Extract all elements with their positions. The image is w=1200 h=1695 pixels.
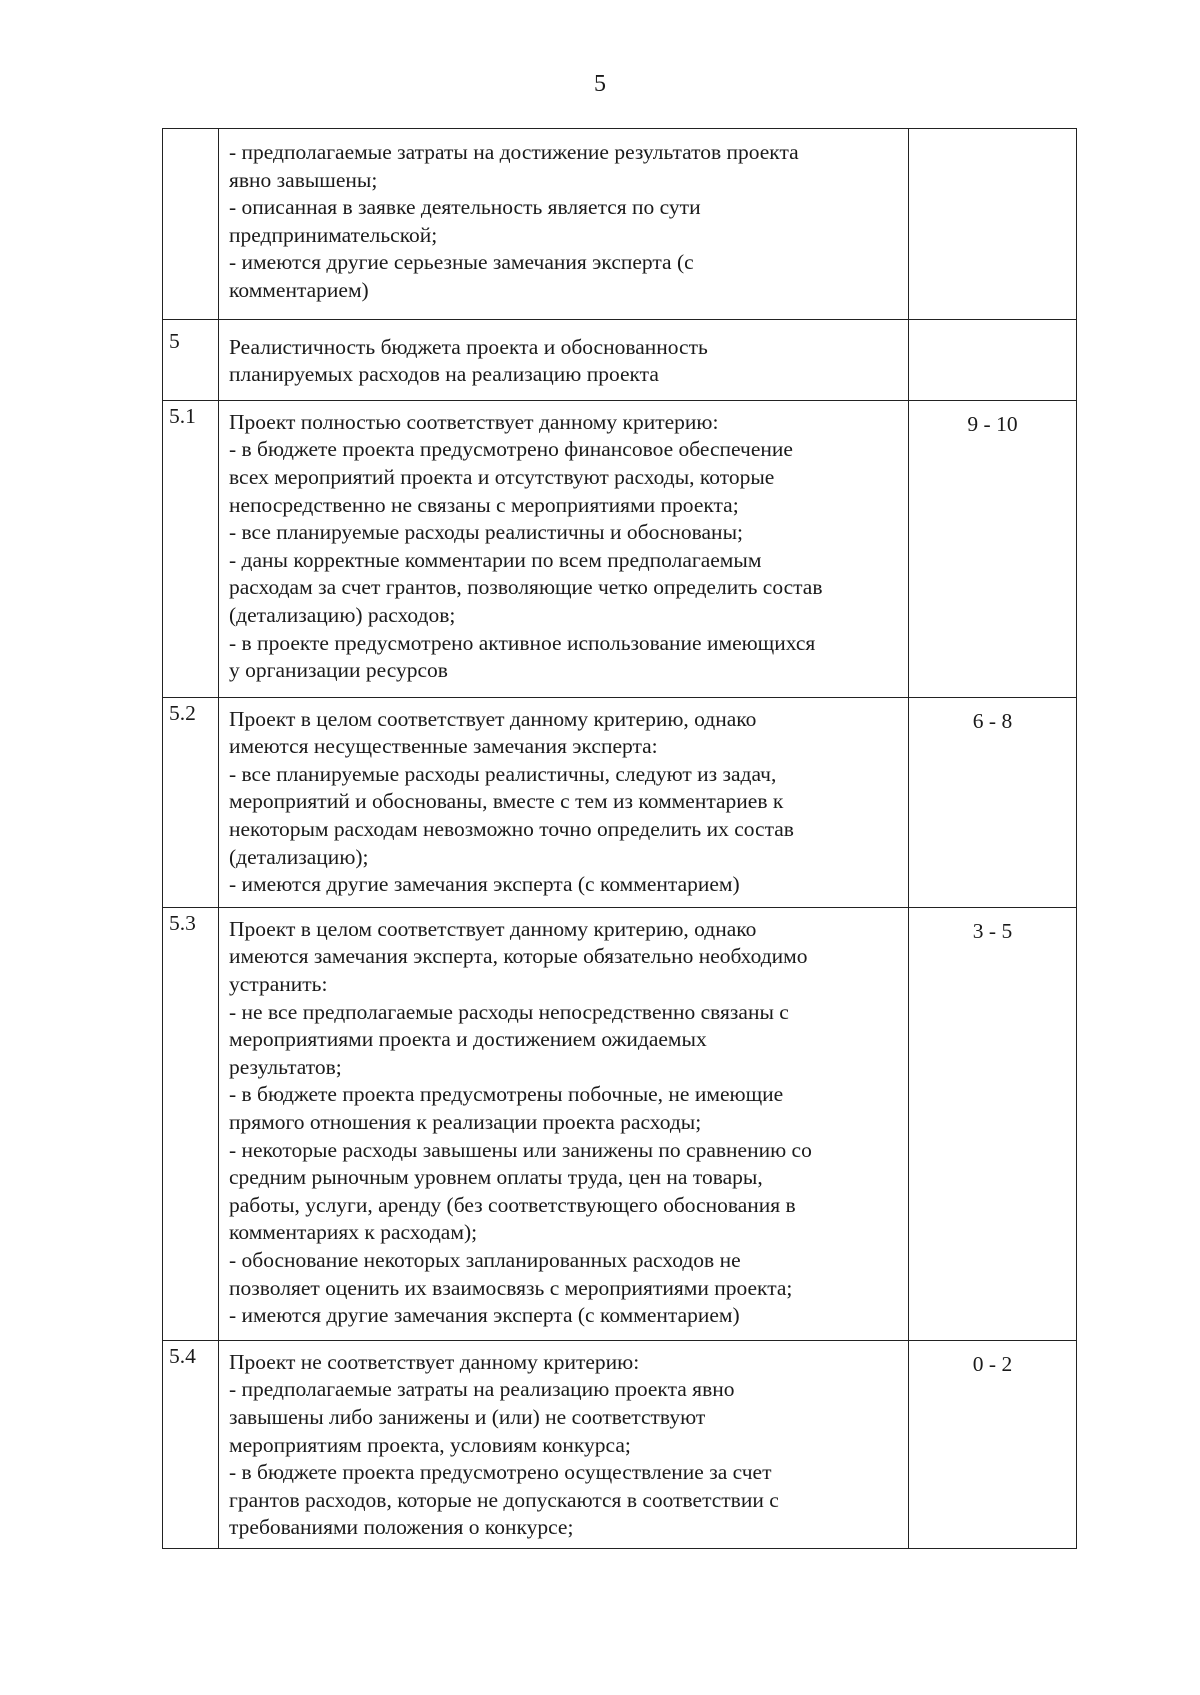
description-line: позволяет оценить их взаимосвязь с мероприятиями проекта; bbox=[229, 1275, 793, 1300]
description-line: - обоснование некоторых запланированных расходов не bbox=[229, 1247, 741, 1272]
description-line: грантов расходов, которые не допускаются в соответствии с bbox=[229, 1487, 779, 1512]
page-number: 5 bbox=[594, 71, 606, 97]
description-line: мероприятий и обоснованы, вместе с тем из комментариев к bbox=[229, 789, 784, 814]
table-row bbox=[163, 1340, 1077, 1548]
table-row bbox=[163, 319, 1077, 400]
criterion-number bbox=[163, 129, 219, 320]
score-range: 9 - 10 bbox=[909, 400, 1077, 697]
description-line: мероприятиям проекта, условиям конкурса; bbox=[229, 1432, 631, 1457]
description-line: Проект в целом соответствует данному критерию, однако bbox=[229, 916, 757, 941]
description-line: явно завышены; bbox=[229, 167, 378, 192]
criterion-description bbox=[219, 907, 909, 1340]
description-line: средним рыночным уровнем оплаты труда, цен на товары, bbox=[229, 1165, 763, 1190]
description-line: комментариях к расходам); bbox=[229, 1220, 478, 1245]
table-body bbox=[163, 129, 1077, 1549]
table-row bbox=[163, 697, 1077, 907]
description-line: - имеются другие замечания эксперта (с комментарием) bbox=[229, 1303, 740, 1328]
description-line: - описанная в заявке деятельность является по сути bbox=[229, 195, 701, 220]
description-line: у организации ресурсов bbox=[229, 658, 448, 683]
score-range bbox=[909, 129, 1077, 320]
description-line: - все планируемые расходы реалистичны и обоснованы; bbox=[229, 520, 743, 545]
description-line: - имеются другие замечания эксперта (с комментарием) bbox=[229, 872, 740, 897]
score-range bbox=[909, 319, 1077, 400]
description-line: некоторым расходам невозможно точно определить их состав bbox=[229, 817, 794, 842]
description-line: - некоторые расходы завышены или занижены по сравнению со bbox=[229, 1137, 812, 1162]
description-line: планируемых расходов на реализацию проекта bbox=[229, 362, 659, 387]
description-line: предпринимательской; bbox=[229, 222, 438, 247]
criterion-description bbox=[219, 1340, 909, 1548]
description-line: имеются замечания эксперта, которые обязательно необходимо bbox=[229, 944, 808, 969]
description-line: Проект полностью соответствует данному критерию: bbox=[229, 409, 719, 434]
description-line: (детализацию) расходов; bbox=[229, 602, 456, 627]
description-line: мероприятиями проекта и достижением ожидаемых bbox=[229, 1027, 707, 1052]
description-line: работы, услуги, аренду (без соответствующего обоснования в bbox=[229, 1192, 796, 1217]
criterion-number: 5.1 bbox=[163, 400, 219, 697]
description-line: - в бюджете проекта предусмотрено осуществление за счет bbox=[229, 1460, 772, 1485]
description-line: - в проекте предусмотрено активное использование имеющихся bbox=[229, 630, 816, 655]
table-row bbox=[163, 129, 1077, 320]
score-range: 6 - 8 bbox=[909, 697, 1077, 907]
description-line: - в бюджете проекта предусмотрены побочные, не имеющие bbox=[229, 1082, 784, 1107]
description-line: всех мероприятий проекта и отсутствуют расходы, которые bbox=[229, 464, 775, 489]
description-line: расходам за счет грантов, позволяющие четко определить состав bbox=[229, 575, 823, 600]
score-range: 3 - 5 bbox=[909, 907, 1077, 1340]
description-line: прямого отношения к реализации проекта расходы; bbox=[229, 1110, 702, 1134]
score-range: 0 - 2 bbox=[909, 1340, 1077, 1548]
description-line: требованиями положения о конкурсе; bbox=[229, 1515, 574, 1540]
description-line: - не все предполагаемые расходы непосредственно связаны с bbox=[229, 999, 789, 1024]
criterion-description bbox=[219, 400, 909, 697]
criterion-description bbox=[219, 697, 909, 907]
description-line: завышены либо занижены и (или) не соответствуют bbox=[229, 1404, 706, 1429]
description-line: Проект в целом соответствует данному критерию, однако bbox=[229, 706, 757, 731]
description-line: имеются несущественные замечания эксперта: bbox=[229, 734, 658, 759]
criterion-description bbox=[219, 129, 909, 320]
description-line: устранить: bbox=[229, 972, 328, 997]
description-line: - имеются другие серьезные замечания эксперта (с bbox=[229, 250, 694, 275]
description-line: - предполагаемые затраты на реализацию проекта явно bbox=[229, 1377, 735, 1402]
description-line: Проект не соответствует данному критерию: bbox=[229, 1349, 640, 1374]
description-line: - в бюджете проекта предусмотрено финансовое обеспечение bbox=[229, 437, 793, 462]
description-line: комментарием) bbox=[229, 277, 369, 302]
description-line: - предполагаемые затраты на достижение результатов проекта bbox=[229, 140, 799, 164]
description-line: Реалистичность бюджета проекта и обоснованность bbox=[229, 334, 708, 359]
criterion-number: 5 bbox=[163, 319, 219, 400]
criterion-number: 5.3 bbox=[163, 907, 219, 1340]
description-line: результатов; bbox=[229, 1054, 342, 1079]
criterion-description bbox=[219, 319, 909, 400]
description-line: непосредственно не связаны с мероприятиями проекта; bbox=[229, 492, 739, 517]
table-row bbox=[163, 907, 1077, 1340]
criteria-table bbox=[162, 128, 1077, 1549]
table-row bbox=[163, 400, 1077, 697]
description-line: - даны корректные комментарии по всем предполагаемым bbox=[229, 547, 762, 572]
description-line: (детализацию); bbox=[229, 844, 369, 869]
criterion-number: 5.4 bbox=[163, 1340, 219, 1548]
criterion-number: 5.2 bbox=[163, 697, 219, 907]
description-line: - все планируемые расходы реалистичны, следуют из задач, bbox=[229, 761, 777, 786]
